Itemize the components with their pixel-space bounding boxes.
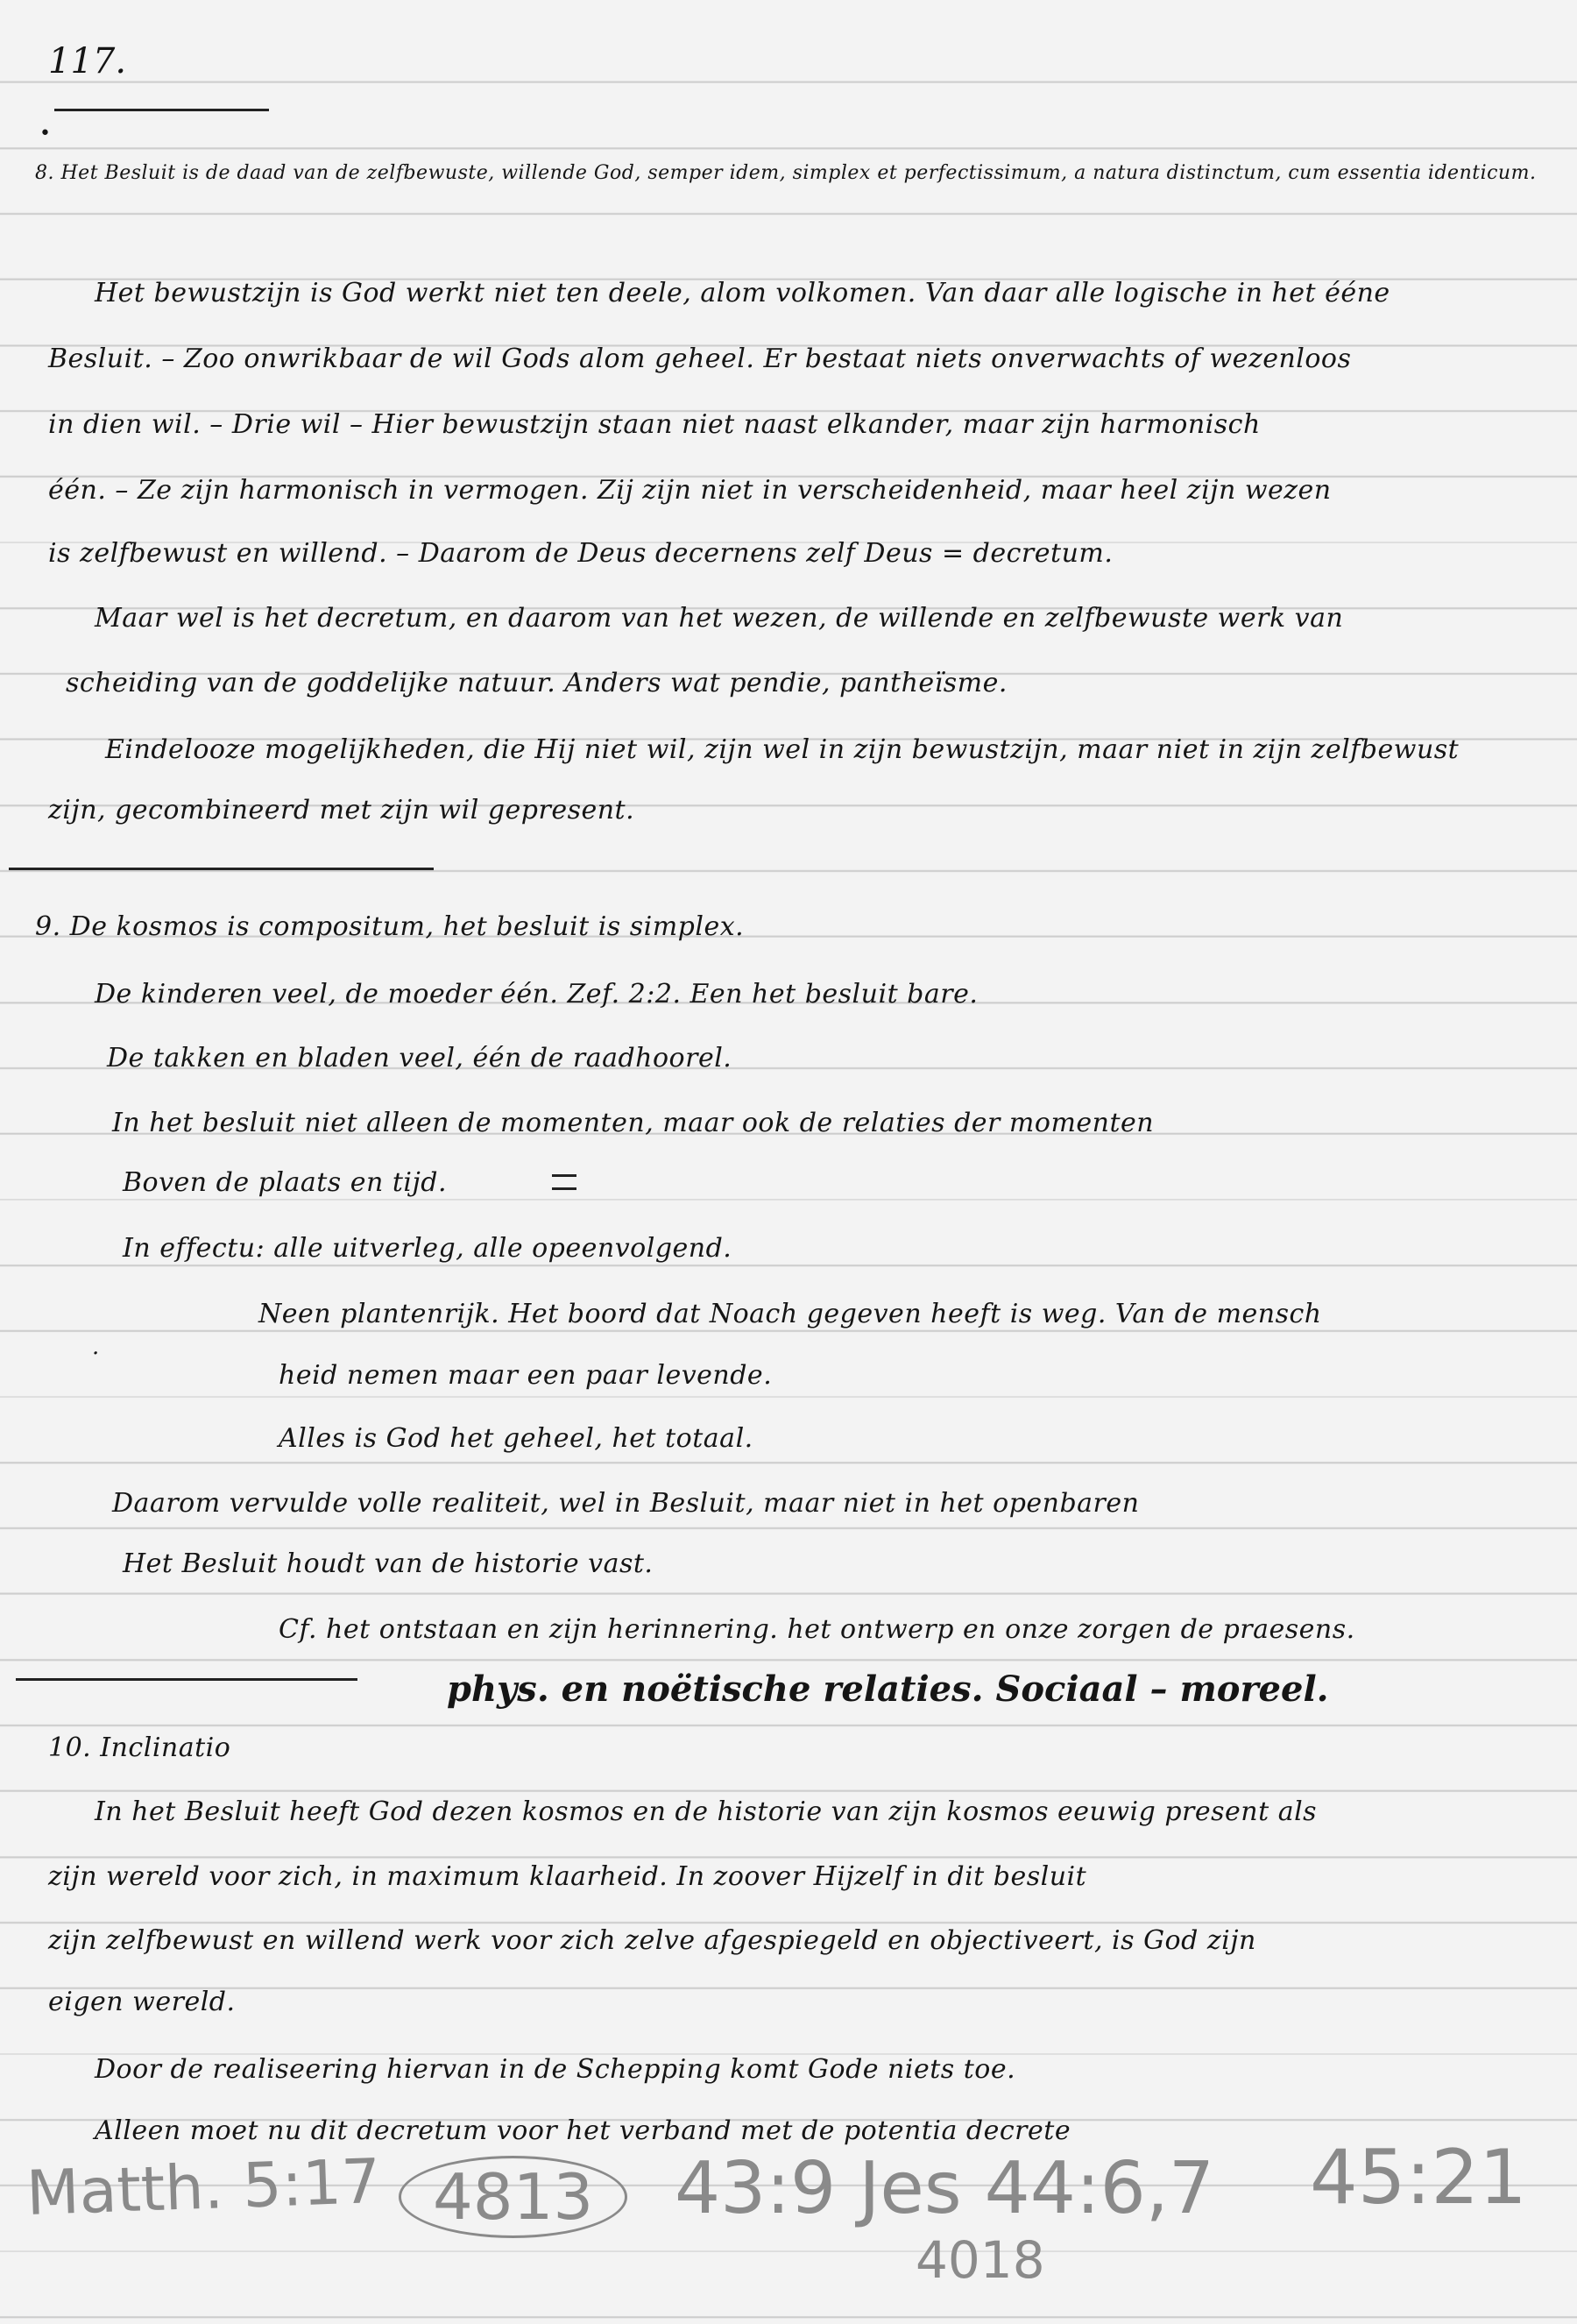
section-10-line-5: Door de realiseering hiervan in de Schepping komt Gode niets toe. <box>95 2054 1016 2085</box>
section-9-line-10: Daarom vervulde volle realiteit, wel in Besluit, maar niet in het openbaren <box>112 1488 1140 1519</box>
divider-top <box>54 109 269 111</box>
double-underline-mark <box>552 1174 576 1190</box>
section-10-line-1: In het Besluit heeft God dezen kosmos en de historie van zijn kosmos eeuwig present als <box>95 1796 1318 1827</box>
section-8-line-5: één. – Ze zijn harmonisch in vermogen. Zij zijn niet in verscheidenheid, maar heel zijn wezen <box>48 475 1332 506</box>
section-8-line-10: zijn, gecombineerd met zijn wil gepresent. <box>48 795 635 825</box>
section-9-line-5: Boven de plaats en tijd. <box>123 1167 448 1198</box>
section-8-line-4: in dien wil. – Drie wil – Hier bewustzijn staan niet naast elkander, maar zijn harmonisch <box>48 409 1261 440</box>
section-10-line-3: zijn zelfbewust en willend werk voor zich zelve afgespiegeld en objectiveert, is God zijn <box>48 1925 1256 1956</box>
pencil-note-number: 4018 <box>916 2230 1045 2290</box>
section-9-line-6: In effectu: alle uitverleg, alle opeenvolgend. <box>123 1233 732 1264</box>
section-9-line-8: heid nemen maar een paar levende. <box>279 1360 773 1391</box>
section-8-line-6: is zelfbewust en willend. – Daarom de Deus decernens zelf Deus = decretum. <box>48 538 1114 569</box>
section-8-line-1: 8. Het Besluit is de daad van de zelfbewuste, willende God, semper idem, simplex et perfectissimum, a natura distinctum, cum essentia identicum. <box>35 162 1537 184</box>
section-9-line-1: 9. De kosmos is compositum, het besluit is simplex. <box>35 911 745 942</box>
pencil-note-isaiah: 43:9 Jes 44:6,7 <box>675 2147 1215 2230</box>
section-9-line-4: In het besluit niet alleen de momenten, maar ook de relaties der momenten <box>112 1108 1155 1138</box>
divider-section-9 <box>9 868 434 870</box>
section-10-line-6: Alleen moet nu dit decretum voor het verband met de potentia decrete <box>95 2115 1071 2146</box>
section-10-title: 10. Inclinatio <box>48 1732 231 1763</box>
section-9-line-2: De kinderen veel, de moeder één. Zef. 2:2. Een het besluit bare. <box>95 979 979 1010</box>
pencil-note-circled-number: 4813 <box>399 2156 627 2238</box>
margin-mark: • <box>39 123 51 145</box>
section-8-line-3: Besluit. – Zoo onwrikbaar de wil Gods alom geheel. Er bestaat niets onverwachts of wezenloos <box>48 344 1352 374</box>
section-10-line-2: zijn wereld voor zich, in maximum klaarheid. In zoover Hijzelf in dit besluit <box>48 1861 1087 1892</box>
section-8-line-8: scheiding van de goddelijke natuur. Anders wat pendie, pantheïsme. <box>66 668 1008 698</box>
section-8-line-9: Eindelooze mogelijkheden, die Hij niet wil, zijn wel in zijn bewustzijn, maar niet in zijn zelfbewust <box>105 734 1460 765</box>
page-number: 117. <box>48 41 127 81</box>
divider-section-10 <box>16 1678 357 1681</box>
pencil-note-verse: 45:21 <box>1310 2134 1527 2221</box>
section-8-line-2: Het bewustzijn is God werkt niet ten deele, alom volkomen. Van daar alle logische in het ééne <box>95 278 1390 308</box>
margin-dot: · <box>92 1341 100 1367</box>
section-8-line-7: Maar wel is het decretum, en daarom van het wezen, de willende en zelfbewuste werk van <box>95 603 1344 634</box>
section-9-line-11: Het Besluit houdt van de historie vast. <box>123 1548 654 1579</box>
section-9-line-12: Cf. het ontstaan en zijn herinnering. het ontwerp en onze zorgen de praesens. <box>279 1614 1355 1645</box>
section-9-line-3: De takken en bladen veel, één de raadhoorel. <box>107 1043 732 1073</box>
section-10-line-4: eigen wereld. <box>48 1987 236 2017</box>
section-9-line-7: Neen plantenrijk. Het boord dat Noach gegeven heeft is weg. Van de mensch <box>258 1299 1322 1329</box>
pencil-note-matthew: Matth. 5:17 <box>25 2144 382 2230</box>
relations-heading: phys. en noëtische relaties. Sociaal – moreel. <box>447 1669 1329 1710</box>
section-9-line-9: Alles is God het geheel, het totaal. <box>279 1423 753 1454</box>
